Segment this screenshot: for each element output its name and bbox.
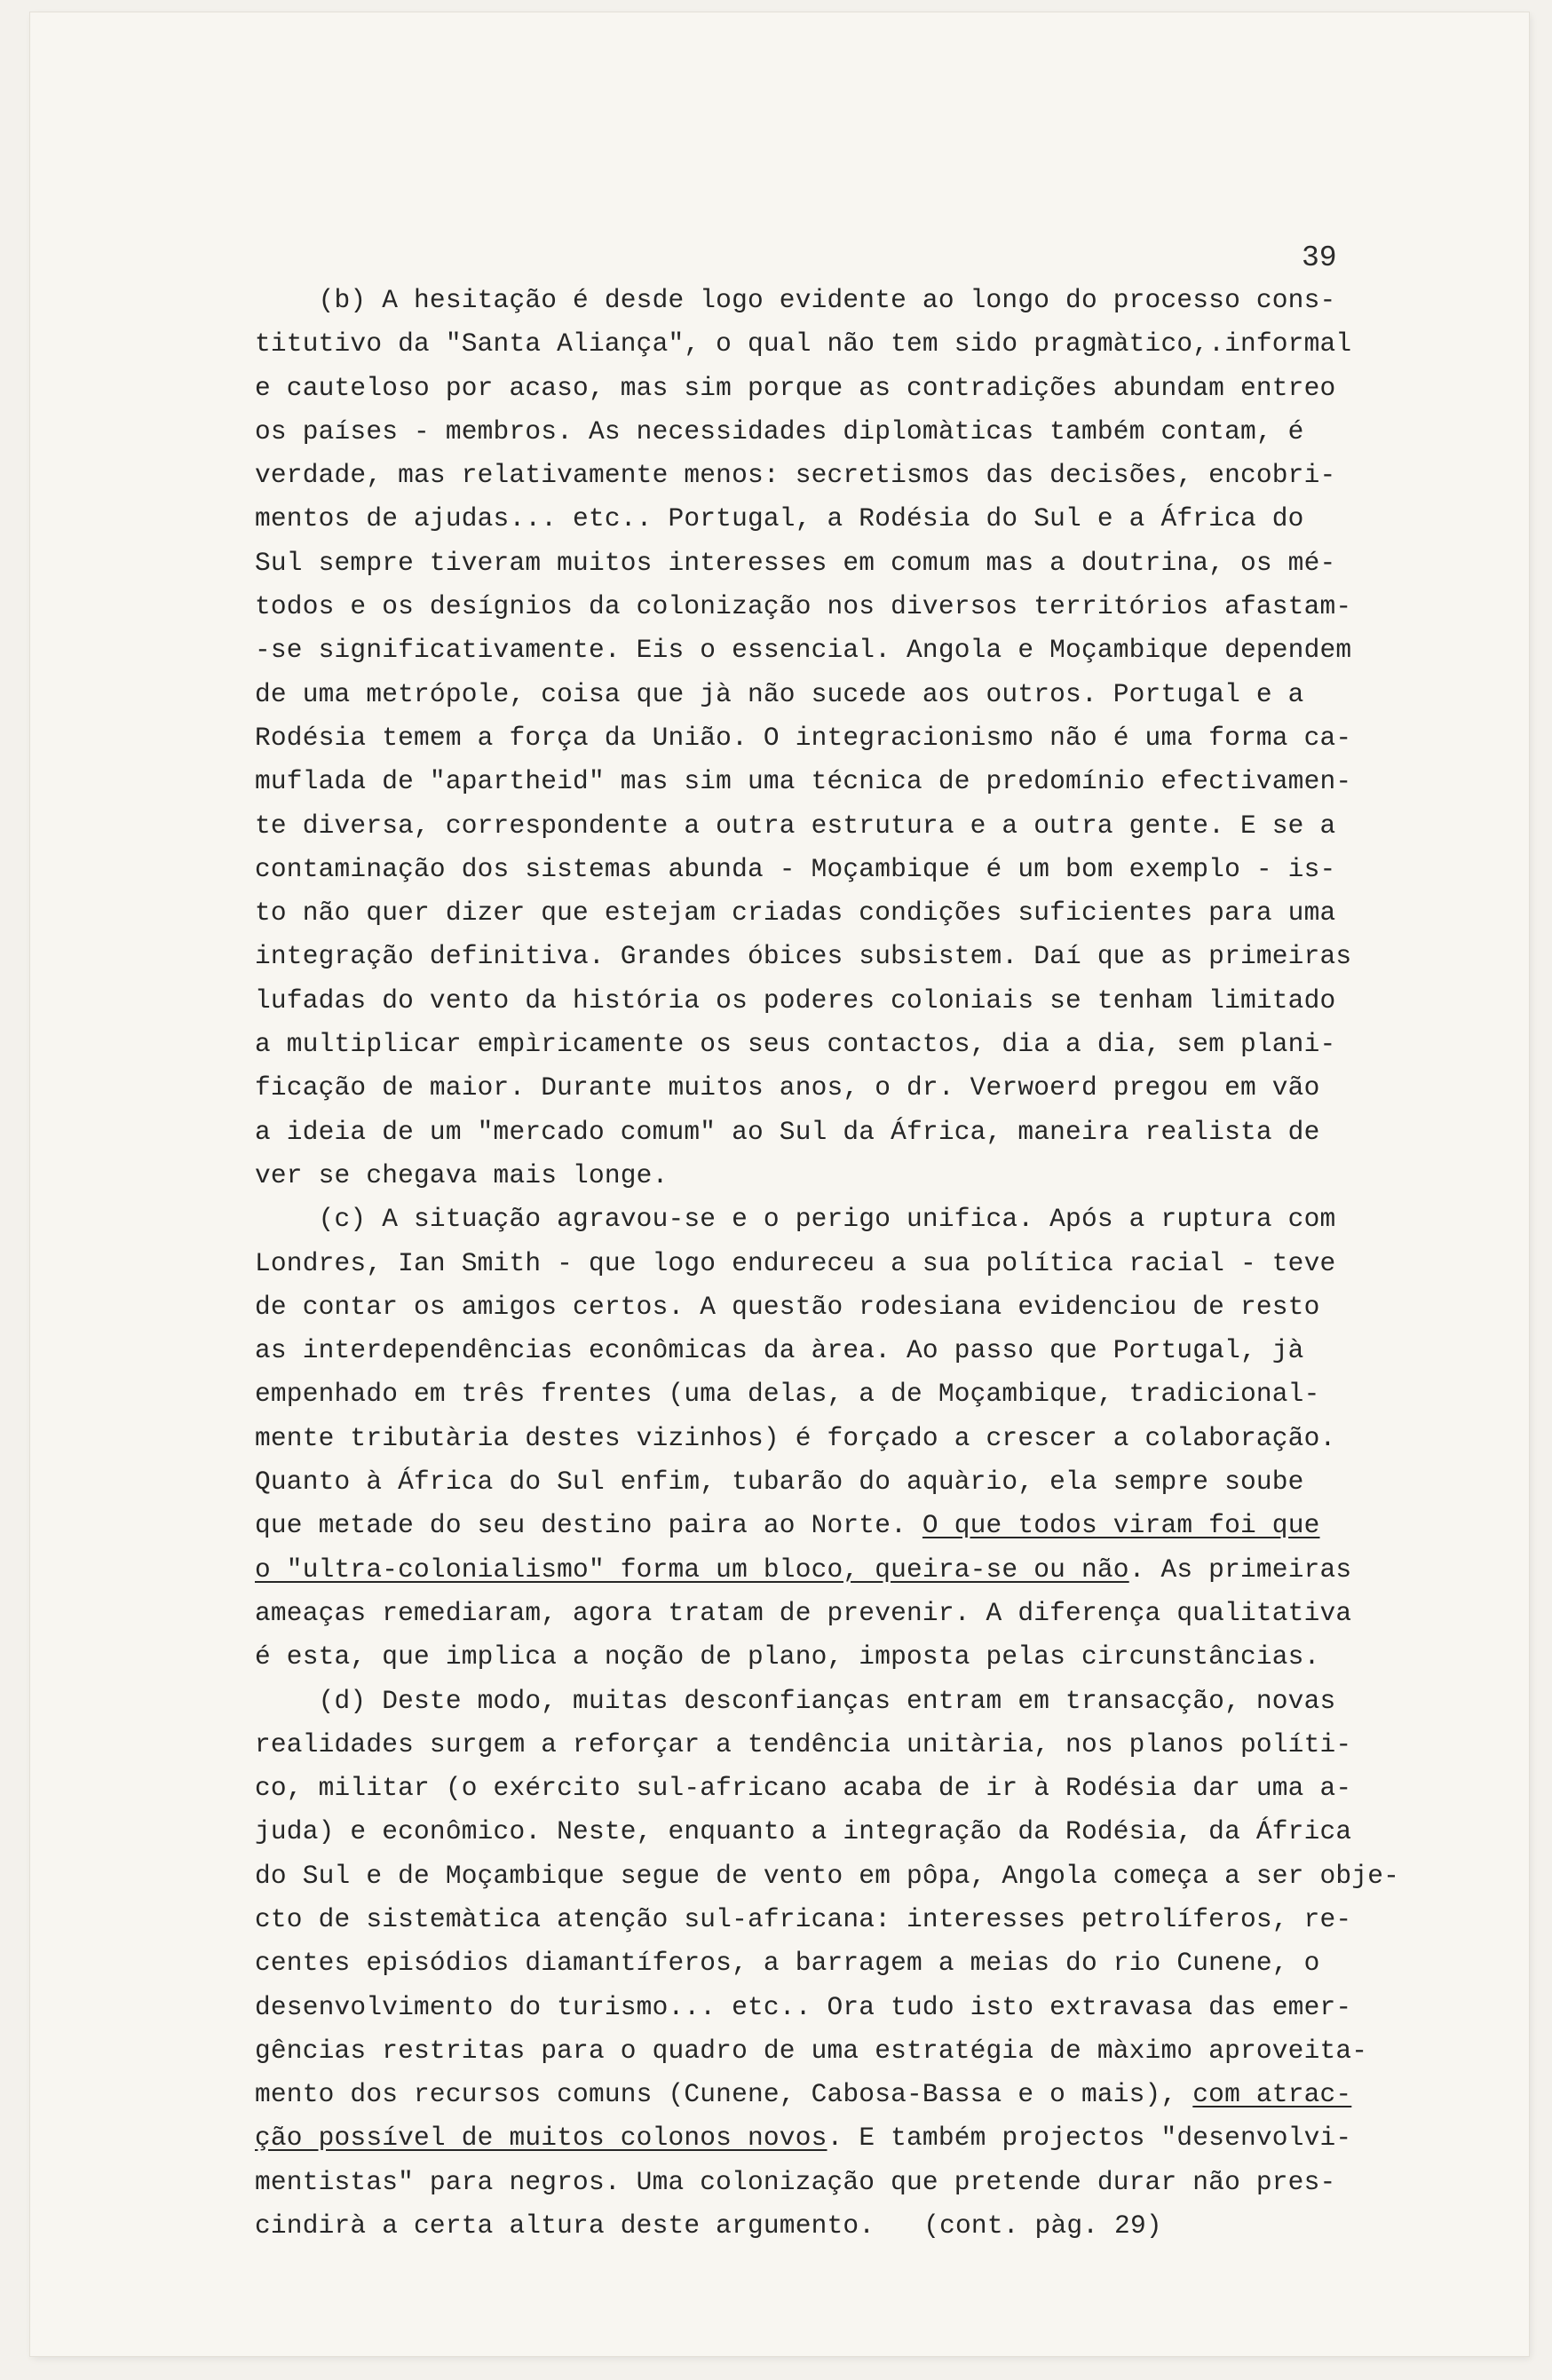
text-line: gências restritas para o quadro de uma estratégia de màximo aproveita- — [255, 2035, 1368, 2066]
text-line: centes episódios diamantíferos, a barragem a meias do rio Cunene, o — [255, 1948, 1320, 1979]
text-line: (c) A situação agravou-se e o perigo unifica. Após a ruptura com — [255, 1204, 1336, 1235]
text-line: mente tributària destes vizinhos) é forçado a crescer a colaboração. — [255, 1422, 1336, 1453]
text-line: titutivo da "Santa Aliança", o qual não tem sido pragmàtico,.informal — [255, 328, 1352, 360]
text-line: lufadas do vento da história os poderes coloniais se tenham limitado — [255, 984, 1336, 1016]
text-line: é esta, que implica a noção de plano, imposta pelas circunstâncias. — [255, 1641, 1320, 1672]
text-line: empenhado em três frentes (uma delas, a de Moçambique, tradicional- — [255, 1379, 1320, 1410]
text-line: as interdependências econômicas da àrea. Ao passo que Portugal, jà — [255, 1335, 1304, 1366]
underlined-phrase: com atrac- — [1192, 2079, 1352, 2110]
text-line: que metade do seu destino paira ao Norte. O que todos viram foi que — [255, 1510, 1320, 1541]
text-line: todos e os desígnios da colonização nos diversos territórios afastam- — [255, 591, 1352, 622]
page-body — [255, 279, 1400, 2248]
text-line: o "ultra-colonialismo" forma um bloco, queira-se ou não. As primeiras — [255, 1554, 1352, 1585]
text-line: realidades surgem a reforçar a tendência unitària, nos planos políti- — [255, 1728, 1352, 1759]
page-number: 39 — [1302, 241, 1337, 274]
text-line: de contar os amigos certos. A questão rodesiana evidenciou de resto — [255, 1291, 1320, 1322]
text-line: juda) e econômico. Neste, enquanto a integração da Rodésia, da África — [255, 1816, 1352, 1847]
text-line: mentos de ajudas... etc.. Portugal, a Rodésia do Sul e a África do — [255, 503, 1304, 534]
text-line: mento dos recursos comuns (Cunene, Cabosa-Bassa e o mais), com atrac- — [255, 2079, 1352, 2110]
text-line — [255, 2204, 1400, 2248]
text-line-content: cindirà a certa altura deste argumento. — [255, 2210, 875, 2242]
text-line: ameaças remediaram, agora tratam de prevenir. A diferença qualitativa — [255, 1597, 1352, 1628]
text-line: e cauteloso por acaso, mas sim porque as contradições abundam entreo — [255, 372, 1336, 403]
text-line: to não quer dizer que estejam criadas condições suficientes para uma — [255, 897, 1336, 929]
text-line: contaminação dos sistemas abunda - Moçambique é um bom exemplo - is- — [255, 853, 1336, 884]
text-line: ver se chegava mais longe. — [255, 1159, 669, 1190]
text-line: ficação de maior. Durante muitos anos, o dr. Verwoerd pregou em vão — [255, 1072, 1320, 1103]
text-line: Rodésia temem a força da União. O integracionismo não é uma forma ca- — [255, 722, 1352, 753]
text-line: Sul sempre tiveram muitos interesses em comum mas a doutrina, os mé- — [255, 547, 1336, 578]
text-line: a ideia de um "mercado comum" ao Sul da África, maneira realista de — [255, 1116, 1320, 1147]
text-line: ção possível de muitos colonos novos. E também projectos "desenvolvi- — [255, 2123, 1352, 2154]
text-line: desenvolvimento do turismo... etc.. Ora tudo isto extravasa das emer- — [255, 1991, 1352, 2022]
text-line: integração definitiva. Grandes óbices subsistem. Daí que as primeiras — [255, 941, 1352, 972]
underlined-phrase: O que todos viram foi que — [922, 1510, 1320, 1541]
text-line: Quanto à África do Sul enfim, tubarão do aquàrio, ela sempre soube — [255, 1467, 1304, 1498]
text-line: de uma metrópole, coisa que jà não sucede aos outros. Portugal e a — [255, 678, 1304, 709]
text-line: co, militar (o exército sul-africano acaba de ir à Rodésia dar uma a- — [255, 1773, 1352, 1804]
text-line: te diversa, correspondente a outra estrutura e a outra gente. E se a — [255, 810, 1336, 841]
text-line: Londres, Ian Smith - que logo endureceu a sua política racial - teve — [255, 1247, 1336, 1278]
text-line: verdade, mas relativamente menos: secretismos das decisões, encobri- — [255, 460, 1336, 491]
text-line: cto de sistemàtica atenção sul-africana: interesses petrolíferos, re- — [255, 1903, 1352, 1934]
text-line: mentistas" para negros. Uma colonização que pretende durar não pres- — [255, 2166, 1336, 2197]
text-line: -se significativamente. Eis o essencial. Angola e Moçambique dependem — [255, 635, 1352, 666]
text-line: muflada de "apartheid" mas sim uma técnica de predomínio efectivamen- — [255, 766, 1352, 797]
paper-sheet — [30, 12, 1529, 2356]
text-line: os países - membros. As necessidades diplomàticas também contam, é — [255, 415, 1304, 447]
text-line: do Sul e de Moçambique segue de vento em pôpa, Angola começa a ser obje- — [255, 1860, 1400, 1891]
text-line: a multiplicar empìricamente os seus contactos, dia a dia, sem plani- — [255, 1029, 1336, 1060]
underlined-phrase: o "ultra-colonialismo" forma um bloco, queira-se ou não — [255, 1554, 1129, 1585]
text-line: (b) A hesitação é desde logo evidente ao longo do processo cons- — [255, 285, 1336, 315]
continuation-note: (cont. pàg. 29) — [923, 2210, 1162, 2242]
underlined-phrase: ção possível de muitos colonos novos — [255, 2123, 827, 2154]
text-line: (d) Deste modo, muitas desconfianças entram em transacção, novas — [255, 1685, 1336, 1716]
